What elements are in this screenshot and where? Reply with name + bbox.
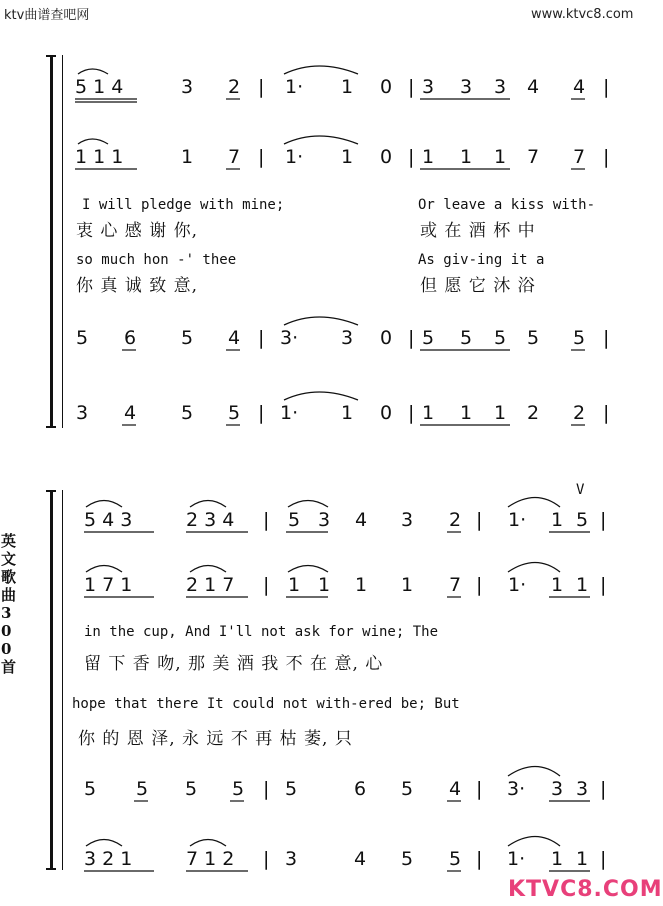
site-watermark-right: www.ktvc8.com	[531, 7, 634, 22]
tie	[508, 767, 560, 777]
note: 4	[527, 76, 540, 98]
note: 4	[573, 76, 586, 98]
note: 5	[181, 402, 194, 424]
note: 5	[460, 327, 473, 349]
lyric-line-en: As giv-ing it a	[418, 252, 545, 268]
slur	[78, 139, 108, 144]
lyric-line-cn: 但 愿 它 沐 浴	[420, 276, 536, 296]
note: 1·	[280, 402, 299, 424]
note: 5	[136, 778, 149, 800]
note: 5	[285, 778, 298, 800]
note: 3·	[507, 778, 526, 800]
barline: |	[476, 509, 483, 531]
note: 5	[401, 778, 414, 800]
barline: |	[603, 327, 610, 349]
note: 6	[124, 327, 137, 349]
note: 3	[422, 76, 435, 98]
barline: |	[603, 146, 610, 168]
slur	[86, 501, 122, 508]
note: 5	[84, 778, 97, 800]
note: 4	[354, 848, 367, 870]
note: 3	[318, 509, 331, 531]
note: 7	[228, 146, 241, 168]
note: 5	[576, 509, 589, 531]
note: 5	[527, 327, 540, 349]
lyric-line-cn: 或 在 酒 杯 中	[420, 221, 536, 241]
note: 7	[449, 574, 462, 596]
note: 4	[355, 509, 368, 531]
book-title-vertical: 英文歌曲300首	[1, 532, 17, 676]
barline: |	[476, 848, 483, 870]
note-group: 2 1 7	[186, 574, 235, 596]
note-group: 5 1 4	[75, 76, 124, 98]
barline: |	[408, 402, 415, 424]
note: 1	[551, 509, 564, 531]
note: 5	[232, 778, 245, 800]
note: 5	[185, 778, 198, 800]
note: 0	[380, 146, 393, 168]
barline: |	[600, 778, 607, 800]
barline: |	[258, 76, 265, 98]
barline: |	[408, 327, 415, 349]
note: 1	[422, 402, 435, 424]
note: 1	[401, 574, 414, 596]
note: 1	[288, 574, 301, 596]
note: 7	[573, 146, 586, 168]
tie	[508, 563, 560, 573]
barline: |	[263, 574, 270, 596]
note: 3	[341, 327, 354, 349]
note: 1	[494, 402, 507, 424]
note-group: 2 3 4	[186, 509, 235, 531]
note: 5	[76, 327, 89, 349]
note: 3·	[280, 327, 299, 349]
note: 3	[576, 778, 589, 800]
note: 1	[460, 146, 473, 168]
note: 7	[527, 146, 540, 168]
slur	[288, 566, 328, 573]
note: 1	[318, 574, 331, 596]
site-watermark-left: ktv曲谱查吧网	[4, 8, 90, 23]
note: 5	[288, 509, 301, 531]
footer-logo: KTVC8.COM	[508, 877, 663, 902]
note: 5	[401, 848, 414, 870]
barline: |	[263, 848, 270, 870]
slur	[86, 566, 122, 573]
note: 3	[76, 402, 89, 424]
barline: |	[263, 778, 270, 800]
note: 1	[460, 402, 473, 424]
barline: |	[263, 509, 270, 531]
note: 1	[341, 402, 354, 424]
note: 2	[573, 402, 586, 424]
note: 0	[380, 327, 393, 349]
note: 4	[449, 778, 462, 800]
beam-underlines	[75, 99, 590, 871]
tie	[284, 317, 358, 325]
lyric-line-en: in the cup, And I'll not ask for wine; The	[84, 624, 439, 640]
note: 0	[380, 76, 393, 98]
note: 5	[228, 402, 241, 424]
breath-mark: V	[576, 482, 585, 498]
tie	[284, 136, 358, 144]
note: 3	[551, 778, 564, 800]
lyric-line-en: so much hon -' thee	[76, 252, 237, 268]
note: 1	[551, 574, 564, 596]
note: 4	[228, 327, 241, 349]
note: 5	[449, 848, 462, 870]
barline: |	[600, 574, 607, 596]
note-group: 7 1 2	[186, 848, 235, 870]
barline: |	[600, 509, 607, 531]
note: 1	[341, 76, 354, 98]
barline: |	[603, 402, 610, 424]
barline: |	[476, 778, 483, 800]
note: 3	[460, 76, 473, 98]
note: 5	[422, 327, 435, 349]
note: 3	[401, 509, 414, 531]
note: 5	[494, 327, 507, 349]
slur	[288, 501, 328, 508]
note: 1	[576, 848, 589, 870]
tie	[508, 498, 560, 508]
lyric-line-en: Or leave a kiss with-	[418, 197, 596, 213]
note: 5	[181, 327, 194, 349]
lyric-line-cn: 你 真 诚 致 意,	[76, 276, 199, 296]
note: 1·	[285, 76, 304, 98]
barline: |	[258, 402, 265, 424]
note: 1·	[285, 146, 304, 168]
note: 3	[181, 76, 194, 98]
slur	[86, 840, 122, 847]
note: 1	[422, 146, 435, 168]
barline: |	[408, 76, 415, 98]
note: 1	[181, 146, 194, 168]
note: 1·	[508, 509, 527, 531]
note: 4	[124, 402, 137, 424]
barline: |	[408, 146, 415, 168]
note-group: 3 2 1	[84, 848, 133, 870]
slur	[190, 501, 226, 508]
note: 1·	[508, 574, 527, 596]
tie	[284, 392, 358, 400]
note: 1	[494, 146, 507, 168]
note: 1	[551, 848, 564, 870]
note: 3	[494, 76, 507, 98]
note: 0	[380, 402, 393, 424]
note: 1	[355, 574, 368, 596]
note: 1·	[507, 848, 526, 870]
barline: |	[476, 574, 483, 596]
note: 2	[527, 402, 540, 424]
note: 6	[354, 778, 367, 800]
slur	[78, 69, 108, 74]
lyric-line-cn: 你 的 恩 泽, 永 远 不 再 枯 萎, 只	[78, 729, 353, 749]
barline: |	[600, 848, 607, 870]
lyric-line-cn: 留 下 香 吻, 那 美 酒 我 不 在 意, 心	[84, 654, 384, 674]
note: 2	[449, 509, 462, 531]
tie	[284, 66, 358, 74]
lyric-line-en: I will pledge with mine;	[82, 197, 285, 213]
lyric-line-cn: 衷 心 感 谢 你,	[76, 221, 199, 241]
lyric-line-en: hope that there It could not with-ered be; But	[72, 696, 460, 712]
note: 2	[228, 76, 241, 98]
note: 3	[285, 848, 298, 870]
tie	[508, 837, 560, 847]
barline: |	[258, 146, 265, 168]
barline: |	[603, 76, 610, 98]
note-group: 1 1 1	[75, 146, 124, 168]
note: 1	[341, 146, 354, 168]
slur	[190, 566, 226, 573]
note-group: 5 4 3	[84, 509, 133, 531]
note: 5	[573, 327, 586, 349]
slur	[190, 840, 226, 847]
note-group: 1 7 1	[84, 574, 133, 596]
note: 1	[576, 574, 589, 596]
barline: |	[258, 327, 265, 349]
